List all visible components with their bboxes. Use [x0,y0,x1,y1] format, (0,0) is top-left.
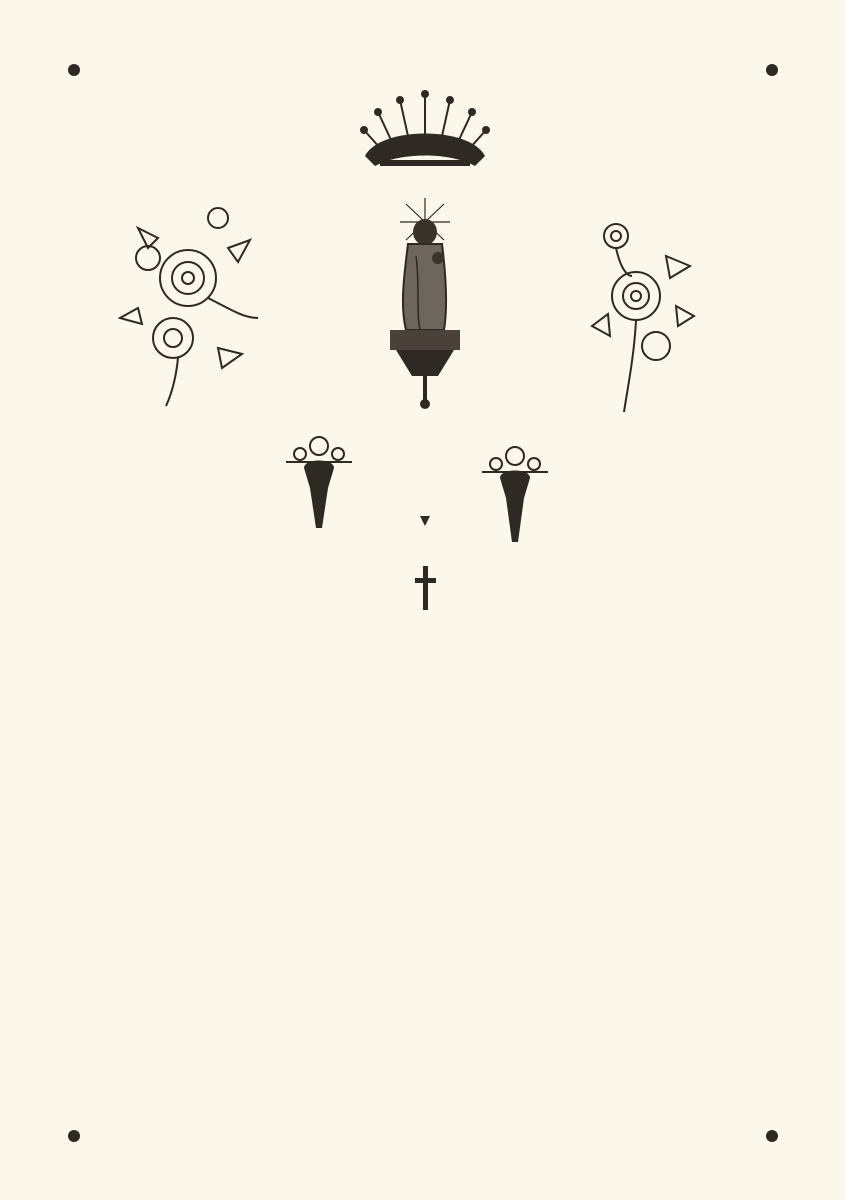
cross-icon [415,516,436,610]
virgin-statue-icon [390,198,460,409]
music-score [98,790,752,1000]
flower-vase-right [480,438,550,548]
rose-bouquet-left [118,178,268,408]
flower-vase-left [284,428,354,532]
crown-icon [360,90,490,166]
rose-bouquet-right [586,196,696,416]
